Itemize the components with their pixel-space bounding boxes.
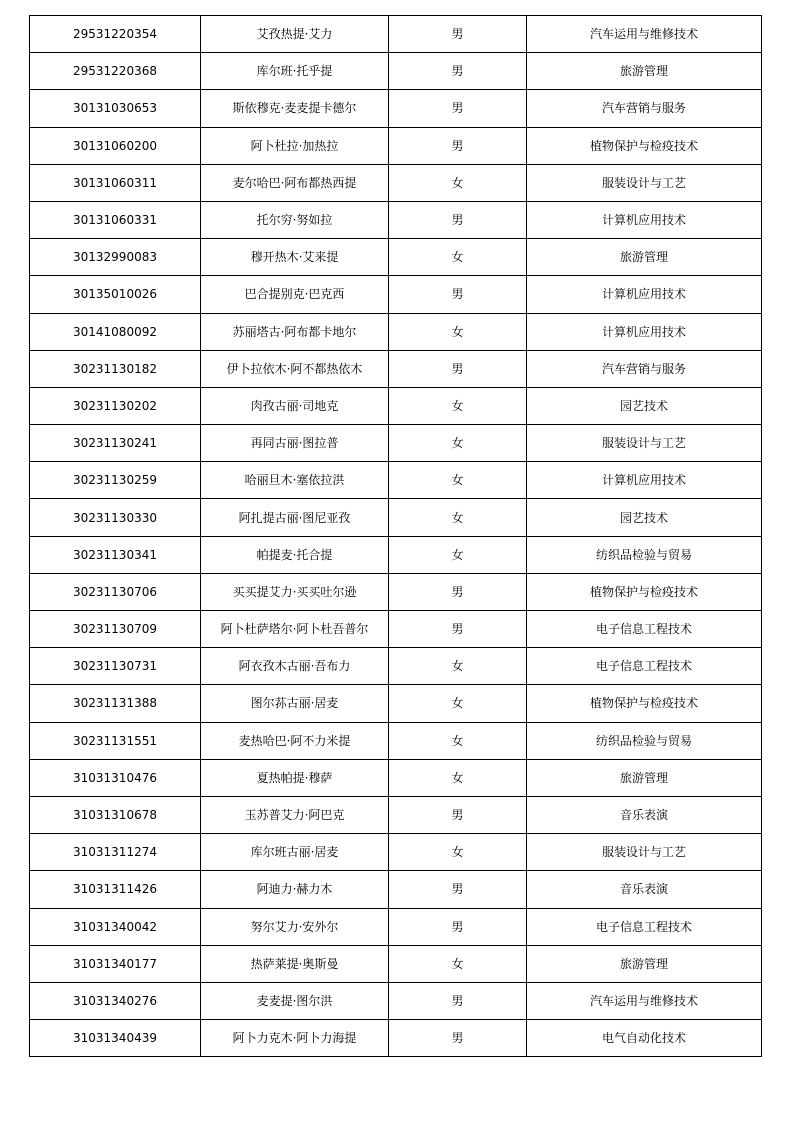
- table-row: [30, 387, 762, 424]
- student-name-cell: 热萨莱提·奥斯曼: [201, 945, 389, 982]
- student-id-cell: 31031340439: [30, 1020, 201, 1057]
- table-row: [30, 611, 762, 648]
- major-cell: 植物保护与检疫技术: [527, 573, 762, 610]
- student-id-cell: 31031310476: [30, 759, 201, 796]
- major-cell: 旅游管理: [527, 945, 762, 982]
- table-row: [30, 53, 762, 90]
- table-row: [30, 239, 762, 276]
- student-id-cell: 31031340177: [30, 945, 201, 982]
- gender-cell: 男: [389, 982, 527, 1019]
- table-row: [30, 759, 762, 796]
- major-cell: 纺织品检验与贸易: [527, 722, 762, 759]
- major-cell: 计算机应用技术: [527, 276, 762, 313]
- student-name-cell: 库尔班古丽·居麦: [201, 834, 389, 871]
- student-name-cell: 阿扎提古丽·图尼亚孜: [201, 499, 389, 536]
- major-cell: 电气自动化技术: [527, 1020, 762, 1057]
- gender-cell: 女: [389, 834, 527, 871]
- major-cell: 旅游管理: [527, 53, 762, 90]
- gender-cell: 男: [389, 796, 527, 833]
- major-cell: 汽车营销与服务: [527, 350, 762, 387]
- student-name-cell: 买买提艾力·买买吐尔逊: [201, 573, 389, 610]
- student-name-cell: 苏丽塔古·阿布都卡地尔: [201, 313, 389, 350]
- gender-cell: 男: [389, 276, 527, 313]
- table-row: [30, 871, 762, 908]
- student-name-cell: 夏热帕提·穆萨: [201, 759, 389, 796]
- major-cell: 计算机应用技术: [527, 462, 762, 499]
- major-cell: 音乐表演: [527, 871, 762, 908]
- gender-cell: 女: [389, 499, 527, 536]
- table-row: [30, 425, 762, 462]
- table-row: [30, 201, 762, 238]
- table-row: [30, 945, 762, 982]
- student-name-cell: 麦热哈巴·阿不力米提: [201, 722, 389, 759]
- major-cell: 电子信息工程技术: [527, 648, 762, 685]
- student-id-cell: 30231130706: [30, 573, 201, 610]
- major-cell: 园艺技术: [527, 387, 762, 424]
- gender-cell: 男: [389, 350, 527, 387]
- major-cell: 计算机应用技术: [527, 313, 762, 350]
- table-row: [30, 685, 762, 722]
- major-cell: 服装设计与工艺: [527, 834, 762, 871]
- student-id-cell: 30131030653: [30, 90, 201, 127]
- major-cell: 音乐表演: [527, 796, 762, 833]
- gender-cell: 女: [389, 685, 527, 722]
- table-row: [30, 648, 762, 685]
- table-row: [30, 313, 762, 350]
- gender-cell: 男: [389, 908, 527, 945]
- gender-cell: 女: [389, 759, 527, 796]
- student-name-cell: 阿卜杜萨塔尔·阿卜杜吾普尔: [201, 611, 389, 648]
- gender-cell: 男: [389, 127, 527, 164]
- student-id-cell: 30231131551: [30, 722, 201, 759]
- table-row: [30, 16, 762, 53]
- student-name-cell: 玉苏普艾力·阿巴克: [201, 796, 389, 833]
- table-row: [30, 982, 762, 1019]
- table-row: [30, 796, 762, 833]
- student-id-cell: 30231130341: [30, 536, 201, 573]
- student-name-cell: 托尔穷·努如拉: [201, 201, 389, 238]
- table-row: [30, 573, 762, 610]
- student-table-body: [30, 16, 762, 1057]
- table-row: [30, 722, 762, 759]
- gender-cell: 女: [389, 722, 527, 759]
- student-name-cell: 艾孜热提·艾力: [201, 16, 389, 53]
- table-row: [30, 276, 762, 313]
- gender-cell: 男: [389, 53, 527, 90]
- gender-cell: 女: [389, 313, 527, 350]
- student-id-cell: 30135010026: [30, 276, 201, 313]
- student-name-cell: 肉孜古丽·司地克: [201, 387, 389, 424]
- student-table: [29, 15, 762, 1057]
- major-cell: 植物保护与检疫技术: [527, 127, 762, 164]
- student-id-cell: 30231131388: [30, 685, 201, 722]
- table-row: [30, 834, 762, 871]
- student-id-cell: 31031310678: [30, 796, 201, 833]
- student-id-cell: 30131060331: [30, 201, 201, 238]
- gender-cell: 男: [389, 201, 527, 238]
- major-cell: 汽车运用与维修技术: [527, 982, 762, 1019]
- table-row: [30, 1020, 762, 1057]
- student-id-cell: 30131060311: [30, 164, 201, 201]
- student-name-cell: 库尔班·托乎提: [201, 53, 389, 90]
- table-row: [30, 462, 762, 499]
- major-cell: 电子信息工程技术: [527, 908, 762, 945]
- student-name-cell: 阿卜力克木·阿卜力海提: [201, 1020, 389, 1057]
- table-row: [30, 127, 762, 164]
- student-name-cell: 帕提麦·托合提: [201, 536, 389, 573]
- student-id-cell: 30231130241: [30, 425, 201, 462]
- student-id-cell: 29531220368: [30, 53, 201, 90]
- student-id-cell: 31031340042: [30, 908, 201, 945]
- major-cell: 旅游管理: [527, 239, 762, 276]
- student-name-cell: 阿迪力·赫力木: [201, 871, 389, 908]
- gender-cell: 女: [389, 164, 527, 201]
- gender-cell: 女: [389, 462, 527, 499]
- table-row: [30, 90, 762, 127]
- gender-cell: 女: [389, 387, 527, 424]
- major-cell: 服装设计与工艺: [527, 425, 762, 462]
- major-cell: 计算机应用技术: [527, 201, 762, 238]
- student-name-cell: 麦麦提·图尔洪: [201, 982, 389, 1019]
- table-row: [30, 499, 762, 536]
- student-id-cell: 30131060200: [30, 127, 201, 164]
- table-row: [30, 164, 762, 201]
- major-cell: 汽车营销与服务: [527, 90, 762, 127]
- major-cell: 纺织品检验与贸易: [527, 536, 762, 573]
- student-name-cell: 伊卜拉依木·阿不都热依木: [201, 350, 389, 387]
- student-id-cell: 30231130709: [30, 611, 201, 648]
- major-cell: 汽车运用与维修技术: [527, 16, 762, 53]
- student-name-cell: 阿衣孜木古丽·吾布力: [201, 648, 389, 685]
- student-id-cell: 30231130259: [30, 462, 201, 499]
- student-name-cell: 麦尔哈巴·阿布都热西提: [201, 164, 389, 201]
- student-id-cell: 30231130202: [30, 387, 201, 424]
- major-cell: 旅游管理: [527, 759, 762, 796]
- student-name-cell: 再同古丽·图拉普: [201, 425, 389, 462]
- gender-cell: 女: [389, 425, 527, 462]
- student-id-cell: 29531220354: [30, 16, 201, 53]
- gender-cell: 女: [389, 239, 527, 276]
- gender-cell: 男: [389, 16, 527, 53]
- student-id-cell: 31031311274: [30, 834, 201, 871]
- student-id-cell: 31031311426: [30, 871, 201, 908]
- student-name-cell: 阿卜杜拉·加热拉: [201, 127, 389, 164]
- gender-cell: 女: [389, 945, 527, 982]
- student-name-cell: 巴合提别克·巴克西: [201, 276, 389, 313]
- major-cell: 植物保护与检疫技术: [527, 685, 762, 722]
- table-row: [30, 536, 762, 573]
- student-name-cell: 努尔艾力·安外尔: [201, 908, 389, 945]
- student-id-cell: 30132990083: [30, 239, 201, 276]
- table-row: [30, 350, 762, 387]
- student-name-cell: 穆开热木·艾来提: [201, 239, 389, 276]
- gender-cell: 男: [389, 90, 527, 127]
- table-row: [30, 908, 762, 945]
- major-cell: 服装设计与工艺: [527, 164, 762, 201]
- student-id-cell: 31031340276: [30, 982, 201, 1019]
- student-id-cell: 30231130731: [30, 648, 201, 685]
- gender-cell: 男: [389, 611, 527, 648]
- student-name-cell: 斯依穆克·麦麦提卡德尔: [201, 90, 389, 127]
- student-name-cell: 图尔荪古丽·居麦: [201, 685, 389, 722]
- student-id-cell: 30231130182: [30, 350, 201, 387]
- student-name-cell: 哈丽旦木·塞依拉洪: [201, 462, 389, 499]
- gender-cell: 男: [389, 573, 527, 610]
- gender-cell: 女: [389, 648, 527, 685]
- gender-cell: 男: [389, 871, 527, 908]
- gender-cell: 男: [389, 1020, 527, 1057]
- major-cell: 电子信息工程技术: [527, 611, 762, 648]
- student-id-cell: 30141080092: [30, 313, 201, 350]
- gender-cell: 女: [389, 536, 527, 573]
- major-cell: 园艺技术: [527, 499, 762, 536]
- student-id-cell: 30231130330: [30, 499, 201, 536]
